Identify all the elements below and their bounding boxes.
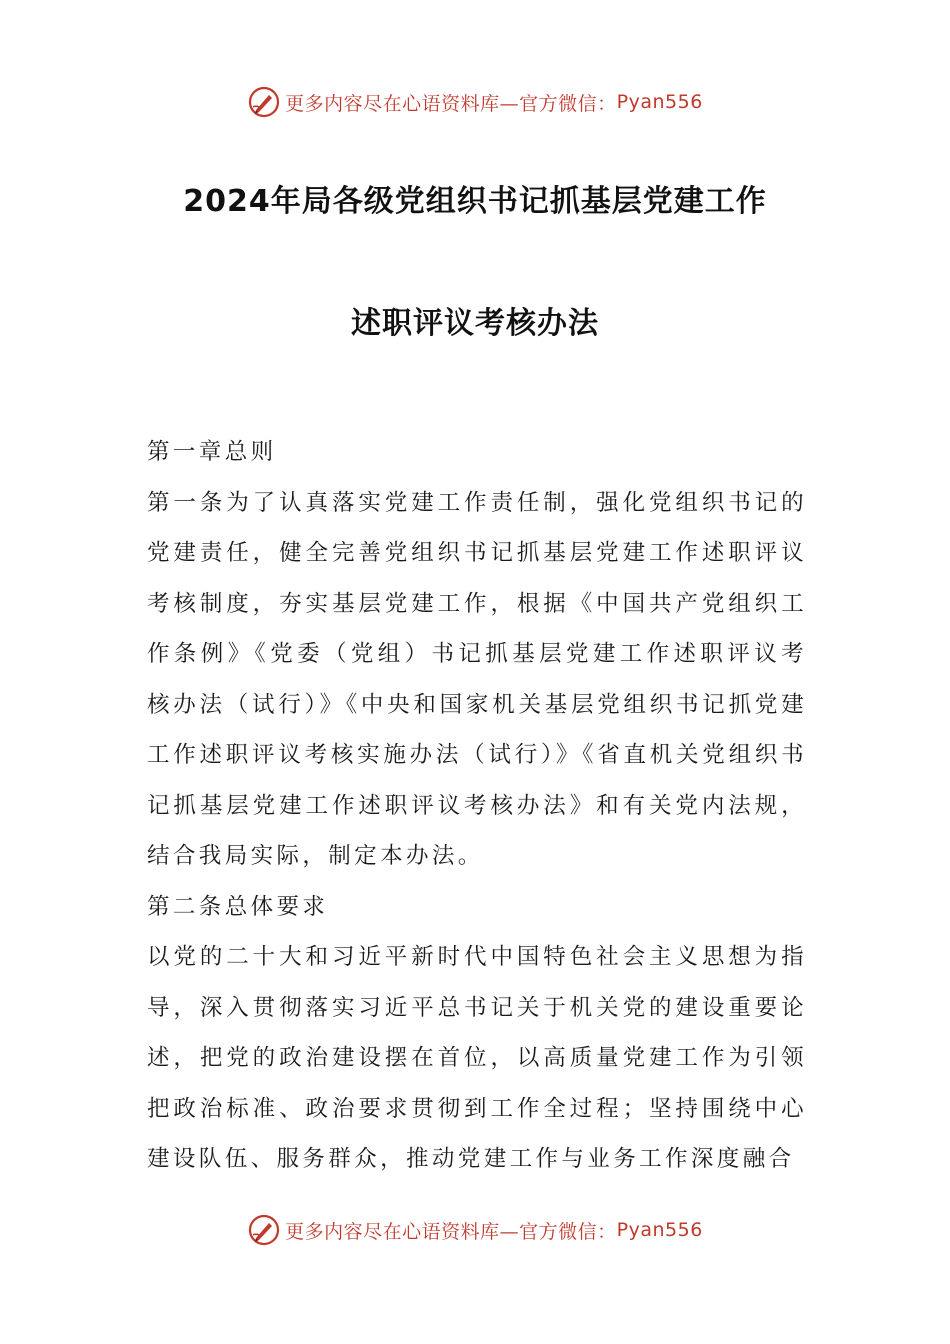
watermark-footer xyxy=(0,1210,950,1250)
document-title-line-1: 2024年局各级党组织书记抓基层党建工作 xyxy=(183,184,767,219)
chapter-heading: 第一章总则 xyxy=(147,439,277,465)
watermark-wechat-id: Pyan556 xyxy=(616,1219,703,1241)
article-1-paragraph: 第一条为了认真落实党建工作责任制，强化党组织书记的党建责任，健全完善党组织书记抓基层党建工作述职评议考核制度，夯实基层党建工作，根据《中国共产党组织工作条例》《党委（党组）书记抓基层党建工作述职评议考核办法（试行）》《中央和国家机关基层党组织书记抓党建工作述职评议考核实施办法（试行）》《省直机关党组织书记抓基层党建工作述职评议考核办法》和有关党内法规，结合我局实际，制定本办法。 xyxy=(147,489,807,869)
watermark-wechat-id: Pyan556 xyxy=(616,91,703,113)
document-body xyxy=(147,427,807,1185)
pen-logo-icon xyxy=(247,1213,281,1247)
document-title-line-2: 述职评议考核办法 xyxy=(351,306,599,341)
watermark-header xyxy=(0,82,950,122)
article-2-heading: 第二条总体要求 xyxy=(147,893,329,920)
watermark-text: 更多内容尽在心语资料库—官方微信： xyxy=(285,1220,617,1243)
pen-logo-icon xyxy=(247,85,281,119)
article-2-paragraph: 以党的二十大和习近平新时代中国特色社会主义思想为指导，深入贯彻落实习近平总书记关于机关党的建设重要论述，把党的政治建设摆在首位，以高质量党建工作为引领把政治标准、政治要求贯彻到工作全过程；坚持围绕中心建设队伍、服务群众，推动党建工作与业务工作深度融合 xyxy=(147,944,807,1172)
watermark-text: 更多内容尽在心语资料库—官方微信： xyxy=(285,92,617,115)
